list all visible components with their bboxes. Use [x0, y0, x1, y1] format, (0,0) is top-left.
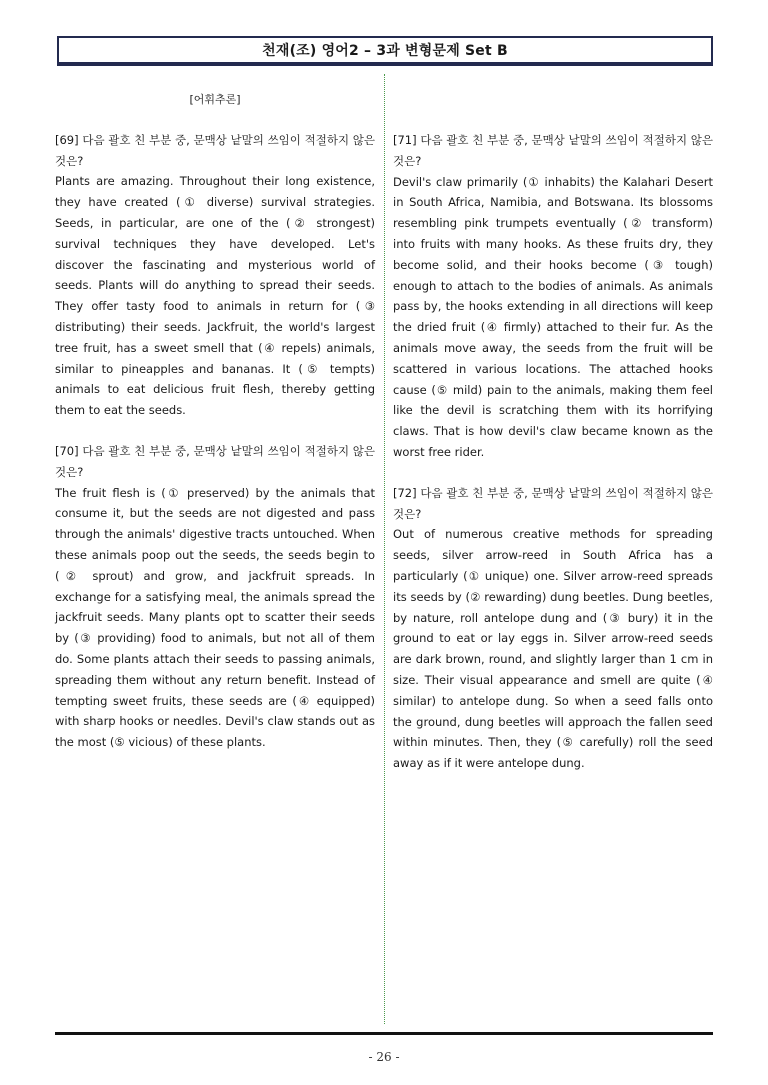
- question-71-title: [71] 다음 괄호 친 부분 중, 문맥상 낱말의 쓰임이 적절하지 않은 것은?: [393, 133, 713, 168]
- question-70-title: [70] 다음 괄호 친 부분 중, 문맥상 낱말의 쓰임이 적절하지 않은 것은?: [55, 443, 375, 479]
- question-72: [393, 483, 713, 774]
- section-label: [어휘추론]: [189, 93, 241, 106]
- footer-rule: [55, 1032, 713, 1035]
- question-71: [393, 130, 713, 463]
- question-72-passage: Out of numerous creative methods for spreading seeds, silver arrow-reed in South Africa has a particularly (① unique) one. Silver arrow-reed spreads its seeds by (② rewarding) dung beetles. Dung beetles, by nature, roll antelope dung and (③ bury) it in the ground to eat or lay eggs in. Silver arrow-reed seeds are dark brown, round, and slightly larger than 1 cm in size. Their visual appearance and smell are quite (④ similar) to antelope dung. So when a seed falls onto the ground, dung beetles will approach the fallen seed within minutes. Then, they (⑤ carefully) roll the seed away as if it were antelope dung.: [393, 527, 713, 771]
- question-69-passage: Plants are amazing. Throughout their long existence, they have created (① diverse) survival strategies. Seeds, in particular, are one of the (② strongest) survival techniques they have developed. Let's discover the fascinating and mysterious world of seeds. Plants will do anything to spread their seeds. They offer tasty food to animals in return for (③ distributing) their seeds. Jackfruit, the world's largest tree fruit, has a sweet smell that (④ repels) animals, similar to pineapples and bananas. It (⑤ tempts) animals to eat delicious fruit flesh, thereby getting them to eat the seeds.: [55, 174, 375, 418]
- page-number: - 26 -: [368, 1050, 400, 1064]
- question-71-passage: Devil's claw primarily (① inhabits) the Kalahari Desert in South Africa, Namibia, and Botswana. Its blossoms resembling pink trumpets eventually (② transform) into fruits with many hooks. As these fruits dry, they become solid, and their hooks become (③ tough) enough to attach to the bodies of animals. As animals pass by, the hooks extending in all directions will keep the dried fruit (④ firmly) attached to their fur. As the animals move away, the seeds from the fruit will be scattered in various locations. The attached hooks cause (⑤ mild) pain to the animals, making them feel like the devil is scratching them with its horrifying claws. That is how devil's claw became known as the worst free rider.: [393, 174, 713, 459]
- question-72-title: [72] 다음 괄호 친 부분 중, 문맥상 낱말의 쓰임이 적절하지 않은 것은?: [393, 485, 713, 521]
- left-column: [55, 90, 375, 753]
- page-title: 천재(조) 영어2 – 3과 변형문제 Set B: [57, 36, 713, 64]
- question-69-title: [69] 다음 괄호 친 부분 중, 문맥상 낱말의 쓰임이 적절하지 않은 것은?: [55, 132, 375, 168]
- question-70: [55, 441, 375, 753]
- right-column: [393, 130, 713, 774]
- question-70-passage: The fruit flesh is (① preserved) by the animals that consume it, but the seeds are not digested and pass through the animals' digestive tracts untouched. When these animals poop out the seeds, the seeds begin to (② sprout) and grow, and jackfruit spreads. In exchange for a satisfying meal, the animals spread the jackfruit seeds. Many plants opt to scatter their seeds by (③ providing) food to animals, but not all of them do. Some plants attach their seeds to passing animals, spreading them without any return benefit. Instead of tempting sweet fruits, these seeds are (④ equipped) with sharp hooks or needles. Devil's claw stands out as the most (⑤ vicious) of these plants.: [55, 485, 375, 750]
- question-69: [55, 130, 375, 421]
- column-divider: [384, 74, 385, 1024]
